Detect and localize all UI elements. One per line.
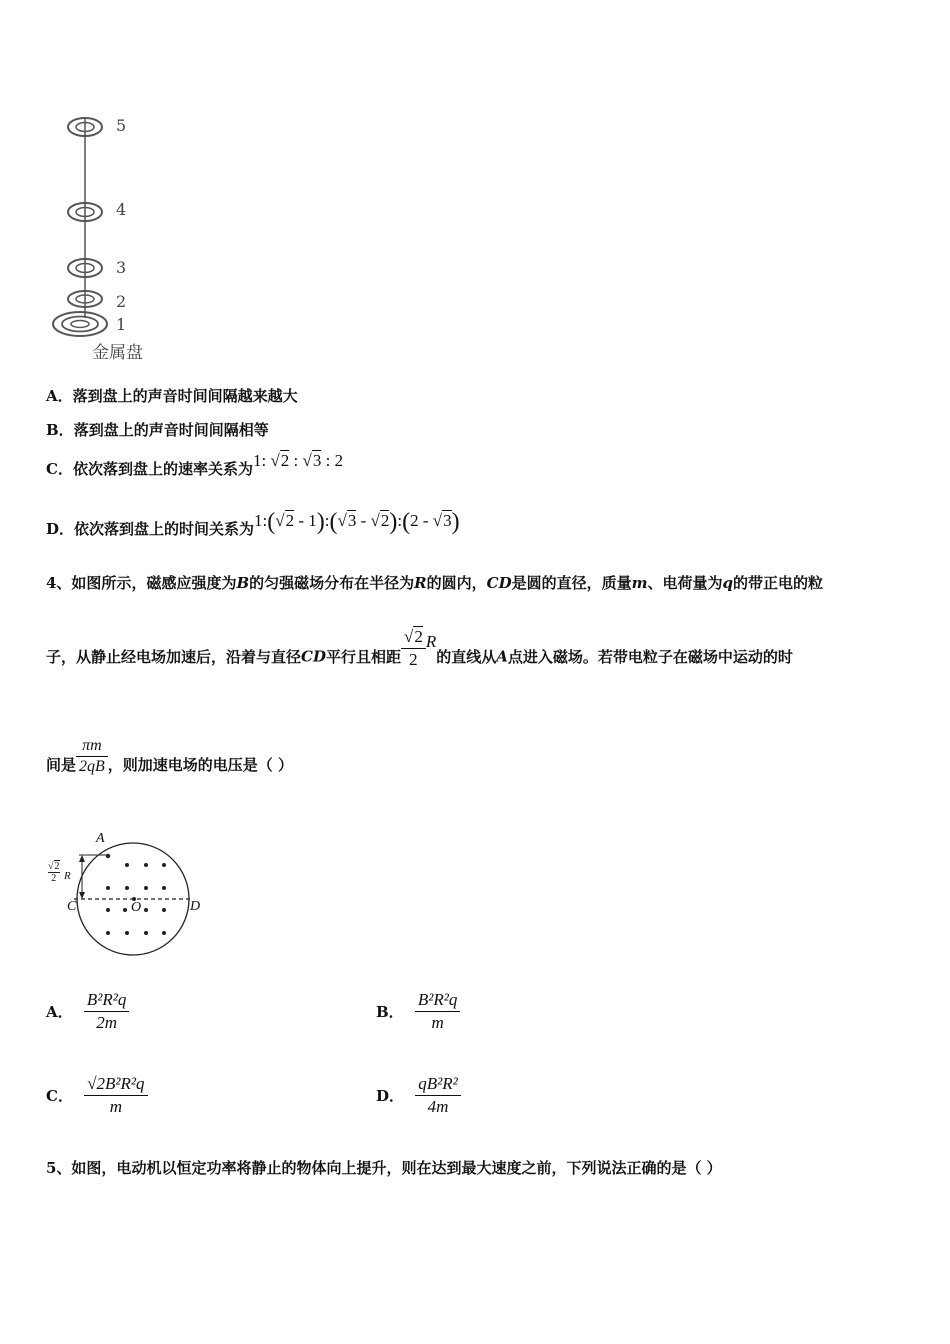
q4-stem-line-1: 4、如图所示，磁感应强度为B的匀强磁场分布在半径为R的圆内，CD是圆的直径，质量m、电荷量为q的带正电的粒 (46, 574, 824, 592)
q4-option-a (46, 990, 129, 1033)
option-label: D． (376, 1087, 405, 1105)
option-label: C． (46, 460, 73, 478)
distance-fraction: $\frac{√2}{2}$ (401, 627, 426, 670)
option-text: 依次落到盘上的速率关系为 (72, 460, 253, 478)
falling-rings-drawing (40, 100, 240, 370)
distance-r-label: R (64, 870, 71, 882)
option-label: A． (46, 387, 73, 405)
option-label: B． (46, 421, 74, 439)
option-text: 依次落到盘上的时间关系为 (74, 520, 255, 538)
option-text: 落到盘上的声音时间间隔越来越大 (72, 387, 298, 405)
option-b-fraction: $\frac{\text{B²R²q}}{m}$ (415, 990, 460, 1033)
point-d-label: D (190, 899, 201, 914)
metal-plate-caption: 金属盘 (92, 343, 143, 363)
option-text: 落到盘上的声音时间间隔相等 (73, 421, 269, 439)
speed-ratio-formula: 1: √2 : √3 : 2 (252, 451, 344, 470)
q3-option-b (46, 419, 269, 440)
option-label: C． (46, 1087, 73, 1105)
distance-label: √2 2 (48, 861, 60, 884)
option-c-fraction: $\frac{\text{√2B²R²q}}{m}$ (84, 1074, 147, 1117)
q5-stem: 5、如图，电动机以恒定功率将静止的物体向上提升，则在达到最大速度之前，下列说法正确的是（ ） (46, 1159, 722, 1177)
ring-label-2: 2 (116, 292, 127, 311)
point-o-label: O (131, 900, 142, 915)
q4-stem-line-3: 间是 $\frac{\pi m}{2qB}$ ，则加速电场的电压是（ ） (46, 737, 294, 775)
option-label: D． (46, 520, 75, 538)
magnetic-field-figure (44, 828, 214, 963)
option-a-fraction: $\frac{\text{B²R²q}}{2m}$ (84, 990, 129, 1033)
q3-option-d (46, 509, 460, 544)
ring-label-3: 3 (116, 258, 127, 277)
point-c-label: C (67, 899, 77, 914)
q4-option-d (376, 1074, 461, 1117)
option-label: A． (46, 1003, 73, 1021)
ring-label-1: 1 (116, 315, 127, 334)
ring-label-5: 5 (116, 116, 127, 135)
q3-option-c (46, 451, 344, 479)
q3-option-a (46, 385, 298, 406)
falling-rings-figure (40, 100, 240, 370)
q4-option-b (376, 990, 460, 1033)
option-label: B． (376, 1003, 404, 1021)
magnetic-field-drawing (44, 828, 214, 963)
q4-stem-line-2: 子，从静止经电场加速后，沿着与直径CD平行且相距 $\frac{√2}{2}$ R的直线从A点进入磁场。若带电粒子在磁场中运动的时 (46, 627, 793, 669)
time-fraction: $\frac{\pi m}{2qB}$ (76, 737, 108, 776)
ring-label-4: 4 (116, 200, 127, 219)
point-a-label: A (96, 831, 105, 846)
time-ratio-formula: 1:(√2 - 1):(√3 - √2):(2 - √3) (254, 509, 460, 535)
option-d-fraction: $\frac{\text{qB²R²}}{4m}$ (415, 1074, 460, 1117)
q4-option-c (46, 1074, 148, 1117)
